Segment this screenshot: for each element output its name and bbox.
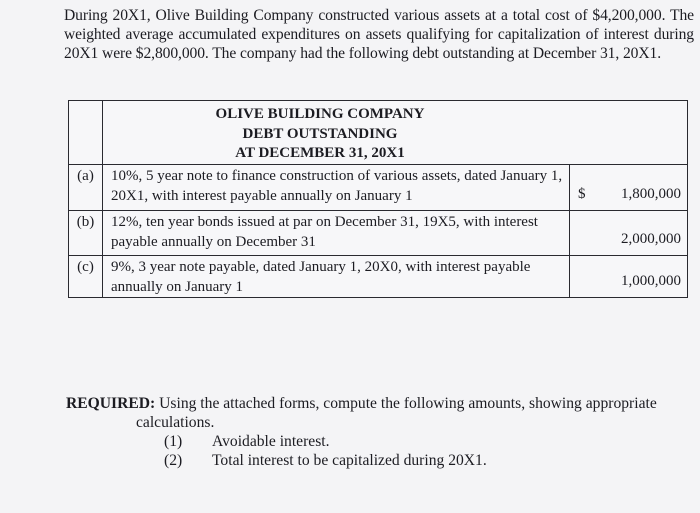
required-item-1 bbox=[66, 432, 690, 451]
table-title-date: AT DECEMBER 31, 20X1 bbox=[235, 145, 405, 161]
row-letter: (c) bbox=[69, 256, 103, 297]
currency-symbol: $ bbox=[578, 186, 586, 202]
row-amount: 1,000,000 bbox=[621, 273, 681, 289]
row-amount: 2,000,000 bbox=[621, 231, 681, 247]
row-description: 9%, 3 year note payable, dated January 1, 20X0, with interest payable annually on January 1 bbox=[103, 256, 570, 297]
table-title-company: OLIVE BUILDING COMPANY bbox=[215, 106, 425, 122]
required-item-number: (2) bbox=[164, 452, 183, 469]
row-letter: (a) bbox=[69, 165, 103, 210]
required-item-text: Total interest to be capitalized during 20X1. bbox=[212, 452, 487, 469]
row-description: 10%, 5 year note to finance construction of various assets, dated January 1, 20X1, with interest payable annually on January 1 bbox=[103, 165, 570, 210]
required-label: REQUIRED: bbox=[66, 395, 156, 412]
row-amount-cell bbox=[570, 211, 687, 255]
required-item-text: Avoidable interest. bbox=[212, 433, 330, 450]
required-text: Using the attached forms, compute the following amounts, showing appropriate bbox=[159, 395, 657, 412]
table-row-a bbox=[69, 165, 687, 211]
required-instructions bbox=[66, 394, 690, 413]
table-title-heading: DEBT OUTSTANDING bbox=[242, 125, 398, 142]
required-item-number: (1) bbox=[164, 433, 183, 450]
row-description: 12%, ten year bonds issued at par on December 31, 19X5, with interest payable annually on December 31 bbox=[103, 211, 570, 255]
required-continuation: calculations. bbox=[136, 414, 215, 431]
row-amount-cell bbox=[570, 165, 687, 210]
header-gutter-cell bbox=[69, 101, 103, 164]
intro-paragraph: During 20X1, Olive Building Company constructed various assets at a total cost of $4,200,000. The weighted average accumulated expenditures on assets qualifying for capitalization of interest during 20X1 were $2,800,000. The company had the following debt outstanding at December 31, 20X1. bbox=[64, 7, 694, 62]
debt-outstanding-table bbox=[68, 100, 688, 298]
required-section bbox=[66, 394, 690, 470]
row-letter: (b) bbox=[69, 211, 103, 255]
table-title bbox=[103, 105, 687, 164]
row-amount-cell bbox=[570, 256, 687, 297]
required-item-2 bbox=[66, 451, 690, 470]
table-row-c bbox=[69, 256, 687, 297]
table-row-b bbox=[69, 211, 687, 256]
row-amount: 1,800,000 bbox=[621, 186, 681, 202]
table-header bbox=[69, 101, 687, 165]
